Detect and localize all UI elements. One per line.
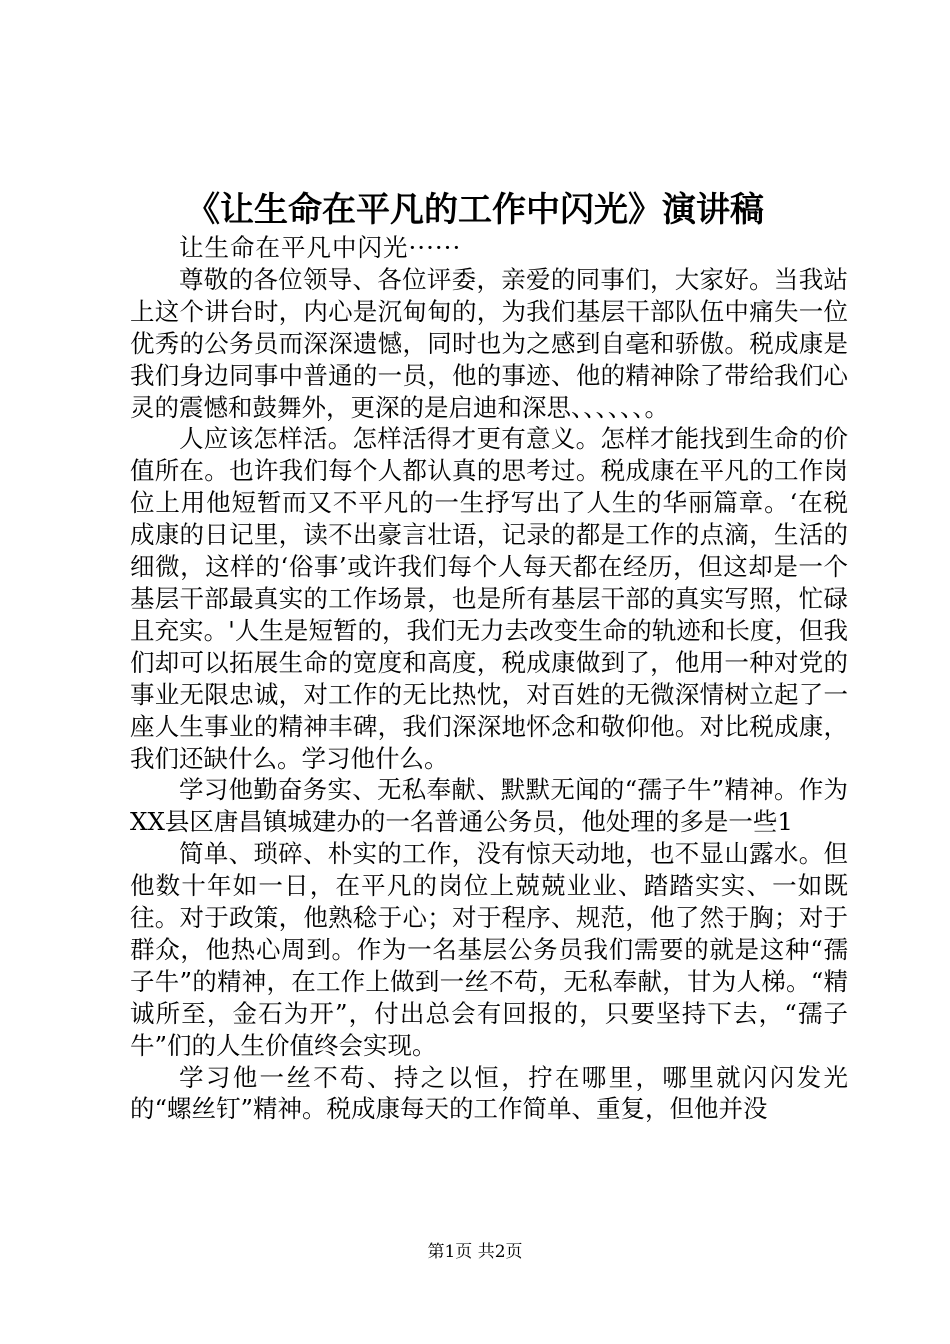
document-body [130, 232, 848, 1125]
paragraph-subtitle: 让生命在平凡中闪光······ [179, 233, 462, 262]
paragraph-greeting: 尊敬的各位领导、各位评委，亲爱的同事们，大家好。当我站上这个讲台时，内心是沉甸甸的，为我们基层干部队伍中痛失一位优秀的公务员而深深遗憾，同时也为之感到自毫和骄傲。税成康是我们身边同事中普通的一员，他的事迹、他的精神除了带给我们心灵的震憾和鼓舞外，更深的是启迪和深思、、、、、、。 [130, 264, 848, 422]
paragraph-meaning-of-life: 人应该怎样活。怎样活得才更有意义。怎样才能找到生命的价值所在。也许我们每个人都认真的思考过。税成康在平凡的工作岗位上用他短暂而又不平凡的一生抒写出了人生的华丽篇章。‘在税成康的日记里，读不出豪言壮语，记录的都是工作的点滴，生活的细微，这样的‘俗事’或许我们每个人每天都在经历，但这却是一个基层干部最真实的工作场景，也是所有基层干部的真实写照，忙碌且充实。'人生是短暂的，我们无力去改变生命的轨迹和长度，但我们却可以拓展生命的宽度和高度，税成康做到了，他用一种对党的事业无限忠诚，对工作的无比热忱，对百姓的无微深情树立起了一座人生事业的精神丰碑，我们深深地怀念和敬仰他。对比税成康，我们还缺什么。学习他什么。 [130, 424, 848, 773]
page-footer: 第1页 共2页 [427, 1242, 523, 1262]
document-title: 《让生命在平凡的工作中闪光》演讲稿 [186, 190, 764, 230]
paragraph-screw-spirit: 学习他一丝不苟、持之以恒，拧在哪里，哪里就闪闪发光的“螺丝钉”精神。税成康每天的工作简单、重复，但他并没 [130, 1062, 848, 1124]
paragraph-ox-spirit: 学习他勤奋务实、无私奉献、默默无闻的“孺子牛”精神。作为XX县区唐昌镇城建办的一名普通公务员，他处理的多是一些1 [130, 775, 848, 837]
paragraph-simple-work: 简单、琐碎、朴实的工作，没有惊天动地，也不显山露水。但他数十年如一日，在平凡的岗位上兢兢业业、踏踏实实、一如既往。对于政策，他熟稔于心；对于程序、规范，他了然于胸；对于群众，他热心周到。作为一名基层公务员我们需要的就是这种“孺子牛”的精神，在工作上做到一丝不苟，无私奉献，甘为人梯。“精诚所至，金石为开”，付出总会有回报的，只要坚持下去，“孺子牛”们的人生价值终会实现。 [130, 839, 848, 1060]
